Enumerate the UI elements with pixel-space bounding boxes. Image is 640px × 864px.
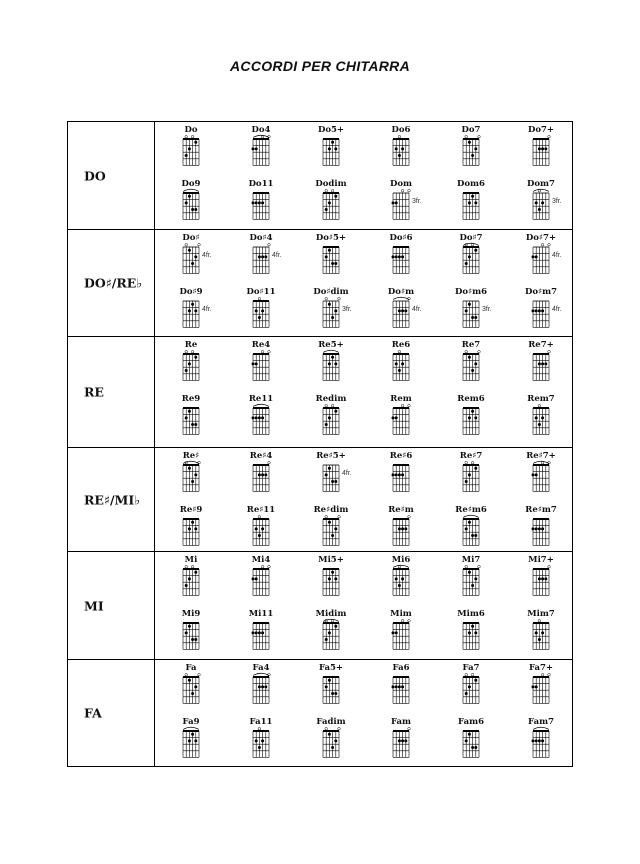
chord-diagram-cell (156, 609, 226, 659)
chord-diagram-cell (226, 609, 296, 659)
chord-chart-table (67, 121, 573, 767)
chord-diagram-cell (296, 179, 366, 229)
chord-name: Mi6 (391, 555, 411, 565)
fret-position-label: 4fr. (412, 306, 422, 313)
chord-fretboard-diagram (226, 563, 296, 607)
chord-fretboard-diagram (296, 295, 366, 339)
chord-diagram-cell (506, 555, 576, 605)
chord-name: Mi7+ (528, 555, 554, 565)
chord-fretboard-diagram (366, 241, 436, 285)
chord-name: Do7 (461, 125, 481, 135)
chord-fretboard-diagram (296, 348, 366, 392)
chord-name: Do5+ (317, 125, 345, 135)
section-label: MI (84, 598, 104, 613)
chord-name: Mim7 (527, 609, 555, 619)
chord-name: Rem7 (527, 394, 555, 404)
chord-fretboard-diagram (156, 402, 226, 446)
section-label: RE (84, 384, 104, 400)
chord-diagram-cell (296, 717, 366, 767)
section-label: DO (84, 168, 106, 183)
chord-diagram-cell (156, 125, 226, 175)
chord-diagram-cell (226, 451, 296, 501)
chord-diagram-cell (506, 340, 576, 390)
chord-diagram-cell (226, 505, 296, 555)
section-label-cell (68, 230, 155, 336)
chord-diagram-cell (506, 179, 576, 229)
chord-diagram-cell (156, 394, 226, 444)
chord-diagram-cell (156, 663, 226, 713)
chord-section (68, 229, 572, 336)
fret-position-label: 3fr. (412, 198, 422, 205)
chord-fretboard-diagram (156, 459, 226, 503)
chord-diagram-cell (506, 609, 576, 659)
chord-section (68, 659, 572, 766)
chord-fretboard-diagram (506, 563, 576, 607)
chord-diagram-cell (506, 663, 576, 713)
chord-name: Do4 (251, 125, 271, 135)
fret-position-label: 4fr. (552, 252, 562, 259)
chord-fretboard-diagram (436, 671, 506, 715)
chord-fretboard-diagram (366, 133, 436, 177)
section-label: FA (84, 705, 102, 721)
chord-diagram-cell (436, 717, 506, 767)
section-label-cell (68, 660, 155, 766)
chord-name: Midim (315, 609, 347, 619)
chord-name: Do♯ (182, 233, 200, 243)
chord-name: Do11 (248, 179, 274, 189)
chord-fretboard-diagram (366, 617, 436, 661)
chord-name: Do♯m7 (524, 287, 558, 297)
chord-diagram-cell (296, 340, 366, 390)
chord-fretboard-diagram (156, 133, 226, 177)
chord-fretboard-diagram (156, 241, 226, 285)
chord-diagram-cell (296, 555, 366, 605)
chord-diagram-cell (436, 505, 506, 555)
fret-position-label: 3fr. (482, 306, 492, 313)
chord-name: Mim6 (457, 609, 485, 619)
chord-diagram-cell (436, 287, 506, 337)
chord-diagram-cell (156, 451, 226, 501)
chord-fretboard-diagram (506, 671, 576, 715)
chord-name: Dom (389, 179, 413, 189)
chord-name: Do♯9 (179, 287, 203, 297)
chord-fretboard-diagram (296, 725, 366, 769)
chord-name: Mi9 (181, 609, 201, 619)
chord-fretboard-diagram (156, 671, 226, 715)
chord-section (68, 122, 572, 229)
chord-diagram-cell (436, 394, 506, 444)
chord-name: Fa6 (392, 663, 410, 673)
chord-fretboard-diagram (366, 295, 436, 339)
section-label-cell (68, 337, 155, 447)
chord-fretboard-diagram (226, 187, 296, 231)
chord-name: Dodim (315, 179, 347, 189)
chord-name: Rem (390, 394, 412, 404)
chord-name: Mi7 (461, 555, 481, 565)
chord-diagram-cell (366, 451, 436, 501)
chord-name: Re9 (181, 394, 201, 404)
chord-fretboard-diagram (226, 459, 296, 503)
section-label-cell (68, 122, 155, 229)
chord-fretboard-diagram (296, 617, 366, 661)
chord-fretboard-diagram (506, 295, 576, 339)
chord-fretboard-diagram (436, 459, 506, 503)
chord-name: Fa9 (182, 717, 200, 727)
chord-name: Mim (390, 609, 412, 619)
chord-name: Re♯6 (389, 451, 413, 461)
section-label: DO♯/RE♭ (84, 275, 143, 291)
chord-fretboard-diagram (156, 295, 226, 339)
chord-fretboard-diagram (296, 402, 366, 446)
chord-name: Fa11 (249, 717, 273, 727)
chord-fretboard-diagram (296, 563, 366, 607)
chord-name: Fa7+ (528, 663, 554, 673)
chord-name: Re♯9 (179, 505, 203, 515)
chord-diagram-cell (506, 287, 576, 337)
chord-diagram-cell (506, 717, 576, 767)
chord-name: Dom6 (457, 179, 485, 189)
chord-diagram-cell (366, 609, 436, 659)
section-label: RE♯/MI♭ (84, 492, 141, 507)
chord-diagram-cell (436, 663, 506, 713)
chord-name: Re♯m (388, 505, 414, 515)
chord-diagram-cell (156, 179, 226, 229)
chord-name: Re7+ (528, 340, 554, 350)
chord-diagram-cell (226, 179, 296, 229)
chord-diagram-cell (226, 233, 296, 283)
chord-diagram-cell (296, 125, 366, 175)
chord-section (68, 336, 572, 447)
chord-fretboard-diagram (226, 617, 296, 661)
chord-name: Do♯dim (313, 287, 349, 297)
chord-diagram-cell (436, 125, 506, 175)
chord-fretboard-diagram (226, 402, 296, 446)
chord-name: Fa5+ (318, 663, 344, 673)
chord-name: Re♯m7 (525, 505, 557, 515)
section-label-cell (68, 552, 155, 659)
chord-fretboard-diagram (156, 617, 226, 661)
chord-name: Re♯7+ (526, 451, 556, 461)
chord-name: Do (184, 125, 198, 135)
chord-fretboard-diagram (156, 187, 226, 231)
chord-diagram-cell (366, 555, 436, 605)
chord-name: Re5+ (318, 340, 344, 350)
chord-fretboard-diagram (296, 187, 366, 231)
chord-name: Re♯11 (246, 505, 276, 515)
chord-fretboard-diagram (296, 671, 366, 715)
chord-name: Do6 (391, 125, 411, 135)
chord-fretboard-diagram (506, 241, 576, 285)
chord-diagram-cell (226, 663, 296, 713)
section-label-cell (68, 448, 155, 551)
chord-diagram-cell (366, 394, 436, 444)
chord-diagram-cell (296, 505, 366, 555)
chord-name: Fa4 (252, 663, 270, 673)
chord-diagram-cell (226, 394, 296, 444)
chord-section (68, 551, 572, 659)
chord-diagram-cell (366, 505, 436, 555)
chord-fretboard-diagram (436, 725, 506, 769)
chord-diagram-cell (506, 394, 576, 444)
chord-diagram-cell (366, 287, 436, 337)
fret-position-label: 4fr. (552, 306, 562, 313)
chord-name: Re♯5+ (316, 451, 346, 461)
chord-diagram-cell (156, 233, 226, 283)
chord-diagram-cell (366, 233, 436, 283)
chord-diagram-cell (366, 125, 436, 175)
chord-name: Mi (184, 555, 198, 565)
chord-fretboard-diagram (436, 617, 506, 661)
chord-diagram-cell (436, 555, 506, 605)
chord-diagram-cell (436, 179, 506, 229)
chord-name: Dom7 (527, 179, 555, 189)
chord-diagram-cell (296, 609, 366, 659)
chord-fretboard-diagram (506, 133, 576, 177)
fret-position-label: 4fr. (202, 252, 212, 259)
chord-section (68, 447, 572, 551)
fret-position-label: 4fr. (272, 252, 282, 259)
chord-diagram-cell (366, 340, 436, 390)
chord-diagram-cell (226, 125, 296, 175)
chord-diagram-cell (296, 663, 366, 713)
chord-name: Mi4 (251, 555, 271, 565)
chord-diagram-cell (226, 287, 296, 337)
chord-name: Fa7 (462, 663, 480, 673)
chord-fretboard-diagram (296, 459, 366, 503)
chord-fretboard-diagram (226, 241, 296, 285)
chord-name: Rem6 (457, 394, 485, 404)
chord-diagram-cell (226, 555, 296, 605)
chord-fretboard-diagram (436, 295, 506, 339)
chord-diagram-cell (366, 663, 436, 713)
chord-fretboard-diagram (506, 617, 576, 661)
chord-fretboard-diagram (156, 348, 226, 392)
chord-fretboard-diagram (156, 725, 226, 769)
chord-name: Do♯4 (249, 233, 273, 243)
chord-name: Do♯7+ (525, 233, 557, 243)
chord-diagram-cell (296, 451, 366, 501)
chord-fretboard-diagram (366, 187, 436, 231)
chord-fretboard-diagram (366, 348, 436, 392)
chord-name: Redim (315, 394, 347, 404)
chord-diagram-cell (506, 233, 576, 283)
chord-fretboard-diagram (506, 725, 576, 769)
chord-name: Do7+ (527, 125, 555, 135)
chord-fretboard-diagram (366, 459, 436, 503)
chord-fretboard-diagram (436, 241, 506, 285)
chord-fretboard-diagram (226, 725, 296, 769)
chord-name: Re4 (251, 340, 271, 350)
chord-fretboard-diagram (226, 133, 296, 177)
chord-name: Mi11 (248, 609, 274, 619)
chord-name: Do♯m (387, 287, 415, 297)
chord-diagram-cell (226, 340, 296, 390)
chord-fretboard-diagram (436, 563, 506, 607)
chord-fretboard-diagram (436, 402, 506, 446)
chord-diagram-cell (506, 125, 576, 175)
chord-fretboard-diagram (226, 348, 296, 392)
chord-name: Fam7 (528, 717, 554, 727)
chord-diagram-cell (156, 287, 226, 337)
chord-name: Do♯5+ (315, 233, 347, 243)
chord-fretboard-diagram (226, 295, 296, 339)
chord-fretboard-diagram (436, 348, 506, 392)
chord-name: Re11 (248, 394, 274, 404)
chord-name: Re♯7 (459, 451, 483, 461)
chord-fretboard-diagram (226, 671, 296, 715)
chord-fretboard-diagram (506, 402, 576, 446)
chord-name: Do♯m6 (454, 287, 488, 297)
chord-name: Do♯7 (459, 233, 483, 243)
chord-diagram-cell (436, 609, 506, 659)
chord-name: Re (184, 340, 198, 350)
fret-position-label: 3fr. (552, 198, 562, 205)
chord-diagram-cell (436, 451, 506, 501)
chord-diagram-cell (436, 340, 506, 390)
chord-diagram-cell (156, 717, 226, 767)
chord-name: Do9 (181, 179, 201, 189)
chord-diagram-cell (296, 233, 366, 283)
chord-fretboard-diagram (366, 671, 436, 715)
chord-name: Fam (390, 717, 412, 727)
chord-fretboard-diagram (296, 133, 366, 177)
chord-fretboard-diagram (506, 187, 576, 231)
chord-diagram-cell (156, 555, 226, 605)
chord-name: Re♯dim (313, 505, 349, 515)
chord-diagram-cell (436, 233, 506, 283)
chord-name: Re♯m6 (455, 505, 487, 515)
chord-diagram-cell (506, 505, 576, 555)
chord-diagram-cell (506, 451, 576, 501)
chord-diagram-cell (366, 717, 436, 767)
chord-fretboard-diagram (436, 133, 506, 177)
chord-diagram-cell (156, 505, 226, 555)
chord-fretboard-diagram (366, 402, 436, 446)
chord-diagram-cell (296, 287, 366, 337)
chord-diagram-cell (156, 340, 226, 390)
chord-name: Re♯ (182, 451, 200, 461)
chord-diagram-cell (366, 179, 436, 229)
chord-name: Do♯11 (246, 287, 276, 297)
chord-fretboard-diagram (296, 241, 366, 285)
fret-position-label: 3fr. (342, 306, 352, 313)
chord-name: Fam6 (458, 717, 484, 727)
chord-name: Re6 (391, 340, 411, 350)
fret-position-label: 4fr. (342, 470, 352, 477)
chord-diagram-cell (296, 394, 366, 444)
chord-fretboard-diagram (506, 348, 576, 392)
chord-fretboard-diagram (366, 563, 436, 607)
chord-name: Fadim (316, 717, 346, 727)
chord-name: Mi5+ (318, 555, 344, 565)
chord-name: Re7 (461, 340, 481, 350)
chord-name: Do♯6 (389, 233, 413, 243)
chord-name: Re♯4 (249, 451, 273, 461)
fret-position-label: 4fr. (202, 306, 212, 313)
chord-name: Fa (185, 663, 197, 673)
chord-fretboard-diagram (506, 459, 576, 503)
chord-fretboard-diagram (156, 563, 226, 607)
page-title: ACCORDI PER CHITARRA (230, 58, 410, 74)
chord-fretboard-diagram (366, 725, 436, 769)
chord-fretboard-diagram (436, 187, 506, 231)
chord-diagram-cell (226, 717, 296, 767)
